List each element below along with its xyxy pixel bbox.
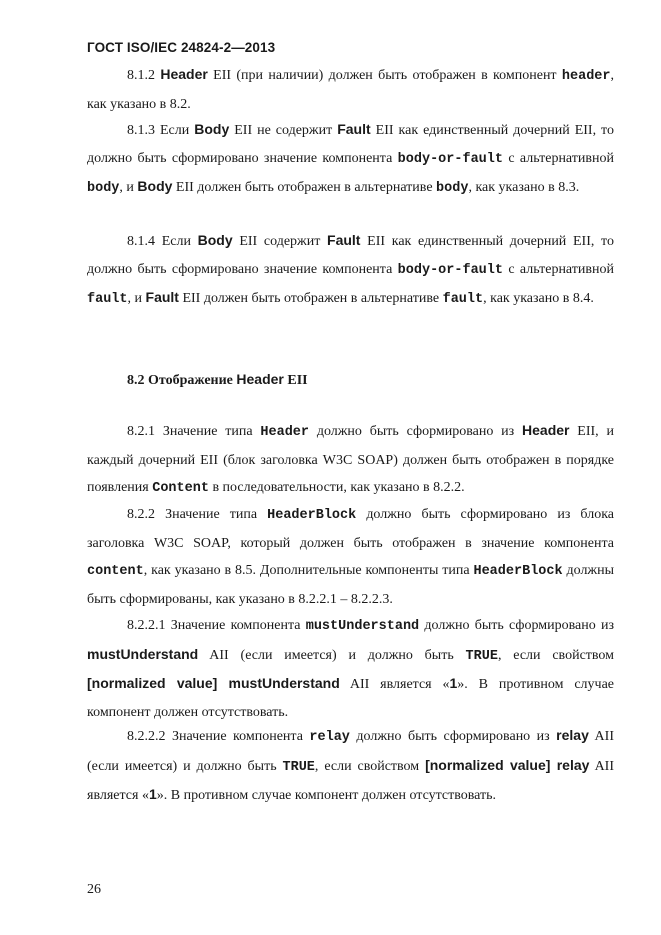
code-term: mustUnderstand xyxy=(305,619,420,634)
text: должно быть сформировано из xyxy=(419,618,615,633)
text: 8.2.2.1 Значение компонента xyxy=(127,618,306,633)
text: должны быть сформированы, как указано в 8.2.2.1 – 8.2.2.3. xyxy=(87,563,614,607)
text: 8.2 Отображение xyxy=(127,373,237,388)
text: AII является « xyxy=(339,677,450,693)
term: Header xyxy=(160,66,208,82)
term: 1 xyxy=(449,675,458,692)
text: AII является « xyxy=(87,758,614,804)
text: 8.1.4 Если xyxy=(127,234,198,249)
text: EII должен быть отображен в альтернативе xyxy=(178,291,443,307)
code-term: body-or-fault xyxy=(397,151,503,167)
paragraph-8-2-2-2 xyxy=(87,722,614,810)
code-term: HeaderBlock xyxy=(473,564,563,580)
text: должно быть сформировано из xyxy=(349,729,557,744)
term: [normalized value] mustUnderstand xyxy=(87,675,340,692)
paragraph-8-2-1 xyxy=(87,417,614,503)
text: должно быть сформировано из блока заголовка W3C SOAP, который должен быть отображен в значение компонента xyxy=(87,507,614,551)
code-term: content xyxy=(87,564,144,580)
term: Body xyxy=(194,121,230,137)
term: Fault xyxy=(327,232,361,248)
text: 8.2.2 Значение типа xyxy=(127,507,268,522)
text: EII должен быть отображен в альтернативе xyxy=(172,180,437,196)
code-term: Content xyxy=(152,481,209,497)
text: AII (если имеется) и должно быть xyxy=(198,647,466,663)
term: [normalized value] relay xyxy=(425,756,590,773)
term: Header xyxy=(522,422,570,438)
text: EII (при наличии) должен быть отображен в компонент xyxy=(207,68,562,83)
text: AII (если имеется) и должно быть xyxy=(87,729,614,774)
term: Body xyxy=(137,178,173,195)
term: 1 xyxy=(148,786,157,803)
paragraph-8-1-2 xyxy=(87,61,614,118)
text: с альтернативной xyxy=(503,261,614,277)
text: 8.2.2.2 Значение компонента xyxy=(127,729,310,744)
text: 8.2.1 Значение типа xyxy=(127,424,261,439)
code-term: fault xyxy=(87,292,128,308)
term: Header xyxy=(236,371,284,387)
text: EII xyxy=(283,373,308,388)
page-number: 26 xyxy=(87,882,101,897)
text: 8.1.3 Если xyxy=(127,123,195,138)
text: , как указано в 8.3. xyxy=(468,180,580,196)
text: должно быть сформировано из xyxy=(309,424,523,439)
text: EII, и каждый дочерний EII (блок заголовка W3C SOAP) должен быть отображен в порядке появления xyxy=(87,424,614,496)
text: , как указано в 8.5. Дополнительные компоненты типа xyxy=(143,563,474,579)
text: , и xyxy=(127,291,146,307)
standard-header: ГОСТ ISO/IEC 24824-2—2013 xyxy=(87,40,276,55)
text: 8.1.2 xyxy=(127,68,161,83)
term: relay xyxy=(556,727,589,743)
code-term: TRUE xyxy=(465,648,498,664)
code-term: Header xyxy=(260,425,310,440)
term: Fault xyxy=(145,289,179,306)
text: EII не содержит xyxy=(229,123,338,138)
text: , если свойством xyxy=(314,758,426,774)
code-term: TRUE xyxy=(282,759,315,775)
term: mustUnderstand xyxy=(87,645,199,662)
text: с альтернативной xyxy=(503,150,614,166)
text: , как указано в 8.4. xyxy=(483,291,594,307)
code-term: body-or-fault xyxy=(397,262,503,278)
text: EII содержит xyxy=(232,234,328,249)
code-term: header xyxy=(561,69,611,84)
code-term: fault xyxy=(442,292,484,308)
text: EII как единственный дочерний EII, то должно быть сформировано значение компонента xyxy=(87,123,614,166)
text: , и xyxy=(119,180,138,196)
paragraph-8-2-2-1 xyxy=(87,612,614,726)
code-term: body xyxy=(436,181,469,197)
section-heading-8-2 xyxy=(127,369,308,391)
text: ». В противном случае компонент должен отсутствовать. xyxy=(87,677,615,720)
code-term: HeaderBlock xyxy=(267,508,357,523)
code-term: body xyxy=(87,181,120,197)
paragraph-8-2-2 xyxy=(87,501,614,613)
code-term: relay xyxy=(309,730,350,745)
term: Body xyxy=(197,232,233,248)
text: в последовательности, как указано в 8.2.2. xyxy=(208,480,465,496)
text: ». В противном случае компонент должен отсутствовать. xyxy=(156,788,497,804)
paragraph-8-1-3 xyxy=(87,116,614,203)
text: EII как единственный дочерний EII, то должно быть сформировано значение компонента xyxy=(87,234,614,277)
text: , если свойством xyxy=(497,647,615,663)
paragraph-8-1-4 xyxy=(87,227,614,314)
term: Fault xyxy=(337,121,371,137)
text: , как указано в 8.2. xyxy=(87,68,614,112)
